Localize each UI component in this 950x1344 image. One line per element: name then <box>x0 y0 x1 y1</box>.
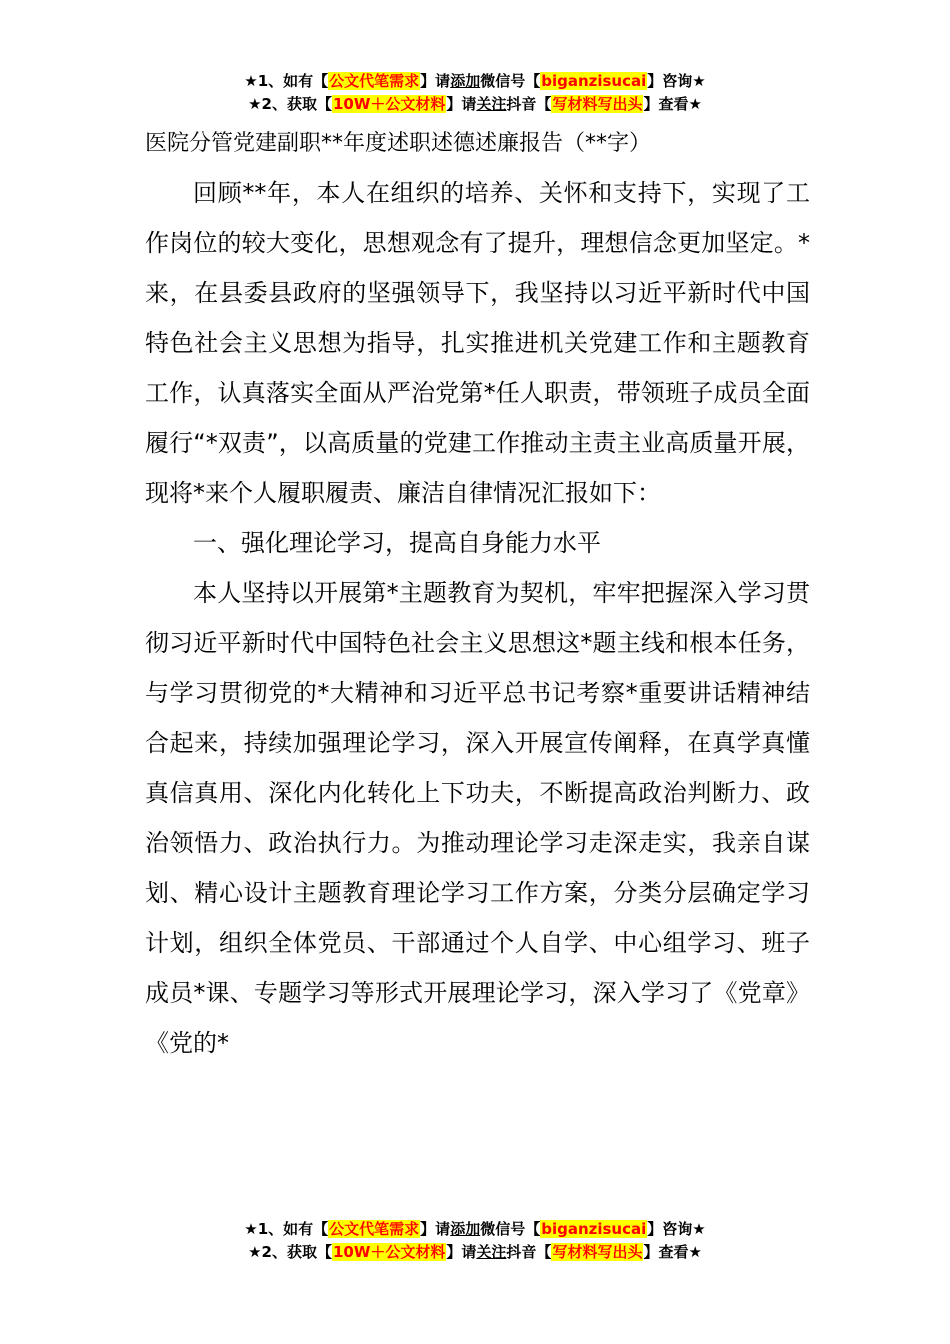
banner-underline: 关注 <box>476 95 507 113</box>
banner-highlight: biganzisucai <box>541 72 647 90</box>
banner-underline: 添加 <box>450 72 481 90</box>
banner-highlight: 公文代笔需求 <box>329 1220 420 1238</box>
paragraph-study: 本人坚持以开展第*主题教育为契机，牢牢把握深入学习贯彻习近平新时代中国特色社会主义思想这*题主线和根本任务，与学习贯彻党的*大精神和习近平总书记考察*重要讲话精神结合起来，持续加强理论学习，深入开展宣传阐释，在真学真懂真信真用、深化内化转化上下功夫，不断提高政治判断力、政治领悟力、政治执行力。为推动理论学习走深走实，我亲自谋划、精心设计主题教育理论学习工作方案，分类分层确定学习计划，组织全体党员、干部通过个人自学、中心组学习、班子成员*课、专题学习等形式开展理论学习，深入学习了《党章》《党的* <box>145 579 810 1057</box>
section-heading: 一、强化理论学习，提高自身能力水平 <box>193 529 601 557</box>
banner-line-1 <box>0 1218 950 1241</box>
banner-text: 】请 <box>446 1243 477 1261</box>
banner-line-2 <box>0 93 950 116</box>
banner-text: 】请 <box>420 72 451 90</box>
document-body <box>145 120 810 1068</box>
footer-banner <box>0 1218 950 1264</box>
document-title: 医院分管党建副职**年度述职述德述廉报告（**字） <box>145 131 652 156</box>
banner-text: 】请 <box>446 95 477 113</box>
banner-line-2 <box>0 1241 950 1264</box>
banner-line-1 <box>0 70 950 93</box>
banner-text: 抖音【 <box>506 1243 552 1261</box>
banner-text: ★2、获取【 <box>248 95 332 113</box>
banner-text: ★2、获取【 <box>248 1243 332 1261</box>
banner-text: 】查看★ <box>643 1243 702 1261</box>
banner-highlight: 写材料写出头 <box>552 1243 643 1261</box>
banner-text: ★1、如有【 <box>244 72 329 90</box>
banner-text: 】请 <box>420 1220 451 1238</box>
banner-underline: 添加 <box>450 1220 481 1238</box>
banner-underline: 关注 <box>476 1243 507 1261</box>
banner-text: 抖音【 <box>506 95 552 113</box>
banner-highlight: 10W＋公文材料 <box>332 95 446 113</box>
banner-text: 】查看★ <box>643 95 702 113</box>
banner-highlight: 写材料写出头 <box>552 95 643 113</box>
banner-text: 】咨询★ <box>647 1220 706 1238</box>
paragraph-intro: 回顾**年，本人在组织的培养、关怀和支持下，实现了工作岗位的较大变化，思想观念有了提升，理想信念更加坚定。*来，在县委县政府的坚强领导下，我坚持以习近平新时代中国特色社会主义思想为指导，扎实推进机关党建工作和主题教育工作，认真落实全面从严治党第*任人职责，带领班子成员全面履行“*双责”，以高质量的党建工作推动主责主业高质量开展，现将*来个人履职履责、廉洁自律情况汇报如下： <box>145 179 810 507</box>
banner-text: 微信号【 <box>480 72 541 90</box>
banner-highlight: 公文代笔需求 <box>329 72 420 90</box>
header-banner <box>0 70 950 116</box>
banner-text: 微信号【 <box>480 1220 541 1238</box>
banner-highlight: 10W＋公文材料 <box>332 1243 446 1261</box>
banner-text: ★1、如有【 <box>244 1220 329 1238</box>
banner-text: 】咨询★ <box>647 72 706 90</box>
banner-highlight: biganzisucai <box>541 1220 647 1238</box>
